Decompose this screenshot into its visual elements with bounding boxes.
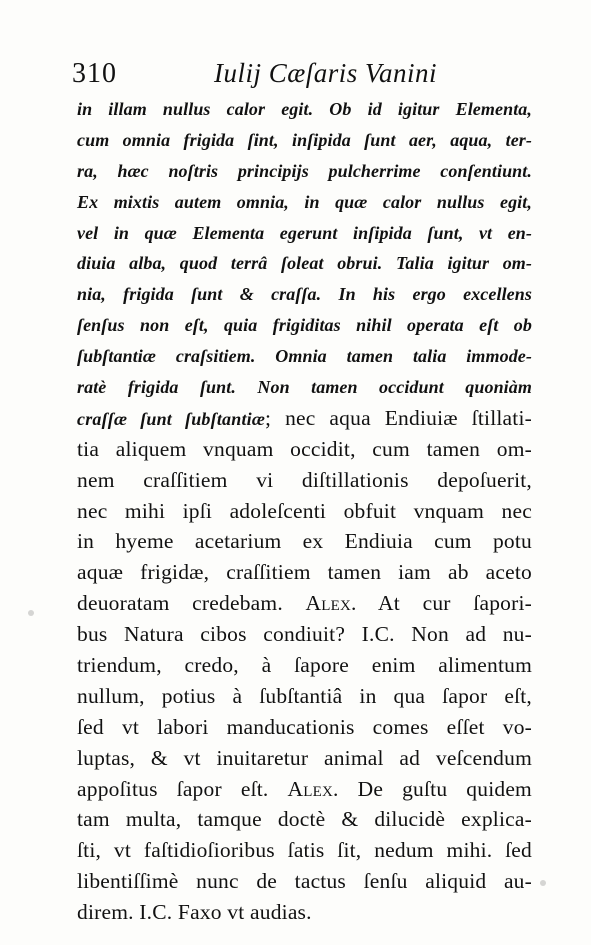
text-line: Ex mixtis autem omnia, in quæ calor nullus egit,	[77, 191, 532, 212]
text-line: nem craſſitiem vi diſtillationis depoſuerit,	[77, 467, 532, 492]
roman-fragment: ; nec aqua Endiuiæ ſtillati-	[265, 405, 532, 430]
paper-spot	[540, 880, 546, 886]
text-line: ratè frigida ſunt. Non tamen occidunt quoniàm	[77, 377, 532, 398]
text-line: in hyeme acetarium ex Endiuia cum potu	[77, 529, 532, 554]
text-line: appoſitus ſapor eſt. Alex. De guſtu quidem	[77, 776, 532, 801]
text-line: ſubſtantiæ craſsitiem. Omnia tamen talia immode-	[77, 346, 532, 367]
text-line: bus Natura cibos condiuit? I.C. Non ad nu-	[77, 622, 532, 647]
text-line: tia aliquem vnquam occidit, cum tamen om-	[77, 436, 532, 461]
text-line: ſti, vt faſtidioſioribus ſatis ſit, nedum mihi. ſed	[77, 838, 532, 863]
text-line: ſed vt labori manducationis comes eſſet vo-	[77, 714, 532, 739]
page-number: 310	[72, 58, 117, 89]
paper-spot	[28, 610, 34, 616]
text-line: nullum, potius à ſubſtantiâ in qua ſapor eſt,	[77, 683, 532, 708]
text-line-final: direm. I.C. Faxo vt audias.	[77, 900, 312, 925]
text-line: luptas, & vt inuitaretur animal ad veſcendum	[77, 745, 532, 770]
body-text	[77, 94, 532, 928]
running-head: Iulij Cæſaris Vanini	[214, 58, 438, 88]
text-line: vel in quæ Elementa egerunt inſipida ſunt, vt en-	[77, 222, 532, 243]
italic-fragment: craſſæ ſunt ſubſtantiæ	[77, 408, 266, 429]
text-line: triendum, credo, à ſapore enim alimentum	[77, 653, 532, 678]
text-line: ra, hæc noſtris principijs pulcherrime conſentiunt.	[77, 160, 532, 181]
text-line-mixed	[77, 403, 532, 434]
text-line: ſenſus non eſt, quia frigiditas nihil operata eſt ob	[77, 315, 532, 336]
speaker-name: Alex.	[287, 776, 339, 801]
text-line: nia, frigida ſunt & craſſa. In his ergo excellens	[77, 284, 532, 305]
text-line: deuoratam credebam. Alex. At cur ſapori-	[77, 591, 532, 616]
text-line: diuia alba, quod terrâ ſoleat obrui. Talia igitur om-	[77, 253, 532, 274]
text-line: libentiſſimè nunc de tactus ſenſu aliquid au-	[77, 869, 532, 894]
text-line: in illam nullus calor egit. Ob id igitur Elementa,	[77, 99, 532, 119]
speaker-name: Alex.	[305, 591, 357, 616]
text-line: tam multa, tamque doctè & dilucidè explica-	[77, 807, 532, 832]
text-line: aquæ frigidæ, craſſitiem tamen iam ab aceto	[77, 560, 532, 585]
text-line: nec mihi ipſi adoleſcenti obfuit vnquam nec	[77, 498, 532, 523]
page-header	[72, 58, 532, 92]
text-line: cum omnia frigida ſint, inſipida ſunt aer, aqua, ter-	[77, 129, 532, 150]
